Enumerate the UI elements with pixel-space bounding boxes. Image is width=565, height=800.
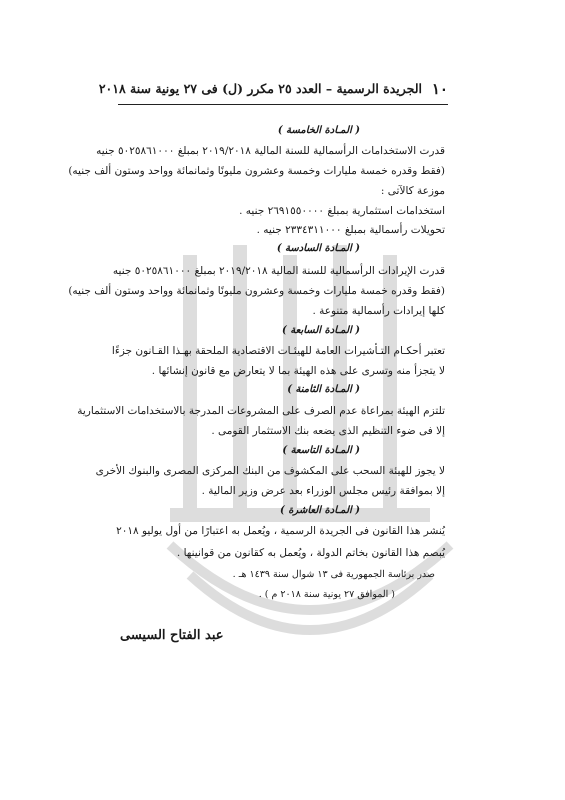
page-number: ١٠ xyxy=(431,80,448,98)
page-header xyxy=(98,80,448,102)
article-6-line-3: كلها إيرادات رأسمالية متنوعة . xyxy=(312,305,445,317)
article-5-line-2: (فقط وقدره خمسة مليارات وخمسة وعشرون مليونًا وثمانمائة وواحد وستون ألف جنيه) xyxy=(68,165,445,177)
header-divider xyxy=(118,104,448,105)
gazette-header-title: الجريدة الرسمية – العدد ٢٥ مكرر (ل) فى ٢٧ يونية سنة ٢٠١٨ xyxy=(98,81,422,96)
article-9-line-1: لا يجوز للهيئة السحب على المكشوف من البنك المركزى المصرى والبنوك الأخرى xyxy=(95,465,445,477)
article-5-title: ( المـادة الخامسة ) xyxy=(277,125,360,136)
article-8-line-1: تلتزم الهيئة بمراعاة عدم الصرف على المشروعات المدرجة بالاستخدامات الاستثمارية xyxy=(77,405,445,417)
article-7-line-1: تعتبر أحكـام التـأشيرات العامة للهيئـات الاقتصادية الملحقة بهـذا القـانون جزءًا xyxy=(111,345,445,357)
article-9-line-2: إلا بموافقة رئيس مجلس الوزراء بعد عرض وزير المالية . xyxy=(201,485,445,497)
article-7-line-2: لا يتجزأ منه وتسرى على هذه الهيئة بما لا يتعارض مع قانون إنشائها . xyxy=(151,365,445,377)
article-8-line-2: إلا فى ضوء التنظيم الذى يضعه بنك الاستثمار القومى . xyxy=(211,425,445,437)
signature-name: عبد الفتاح السيسى xyxy=(120,628,224,643)
corresponding-date: ( الموافق ٢٧ يونية سنة ٢٠١٨ م ) . xyxy=(258,589,395,600)
article-10-line-2: يُبصم هذا القانون بخاتم الدولة ، ويُعمل به كقانون من قوانينها . xyxy=(176,547,445,559)
article-6-line-2: (فقط وقدره خمسة مليارات وخمسة وعشرون مليونًا وثمانمائة وواحد وستون ألف جنيه) xyxy=(68,285,445,297)
article-7-title: ( المـادة السابعة ) xyxy=(282,325,360,336)
article-10-title: ( المـادة العاشرة ) xyxy=(279,505,360,516)
article-5-item-1: استخدامات استثمارية بمبلغ ٢٦٩١٥٥٠٠٠٠ جنيه . xyxy=(239,205,445,217)
article-5-line-1: قدرت الاستخدامات الرأسمالية للسنة المالية ٢٠١٩/٢٠١٨ بمبلغ ٥٠٢٥٨٦١٠٠٠ جنيه xyxy=(96,145,445,157)
article-5-line-3: موزعة كالآتى : xyxy=(380,185,445,197)
issued-date: صدر برئاسة الجمهورية فى ١٣ شوال سنة ١٤٣٩ هـ . xyxy=(232,569,435,580)
article-9-title: ( المـادة التاسعة ) xyxy=(282,445,360,456)
article-6-title: ( المـادة السادسة ) xyxy=(276,243,360,254)
article-10-line-1: يُنشر هذا القانون فى الجريدة الرسمية ، ويُعمل به اعتبارًا من أول يوليو ٢٠١٨ xyxy=(116,525,445,537)
article-8-title: ( المـادة الثامنة ) xyxy=(287,384,360,395)
article-5-item-2: تحويلات رأسمالية بمبلغ ٢٣٣٤٣١١٠٠٠ جنيه . xyxy=(256,224,445,236)
article-6-line-1: قدرت الإيرادات الرأسمالية للسنة المالية ٢٠١٩/٢٠١٨ بمبلغ ٥٠٢٥٨٦١٠٠٠ جنيه xyxy=(112,265,445,277)
